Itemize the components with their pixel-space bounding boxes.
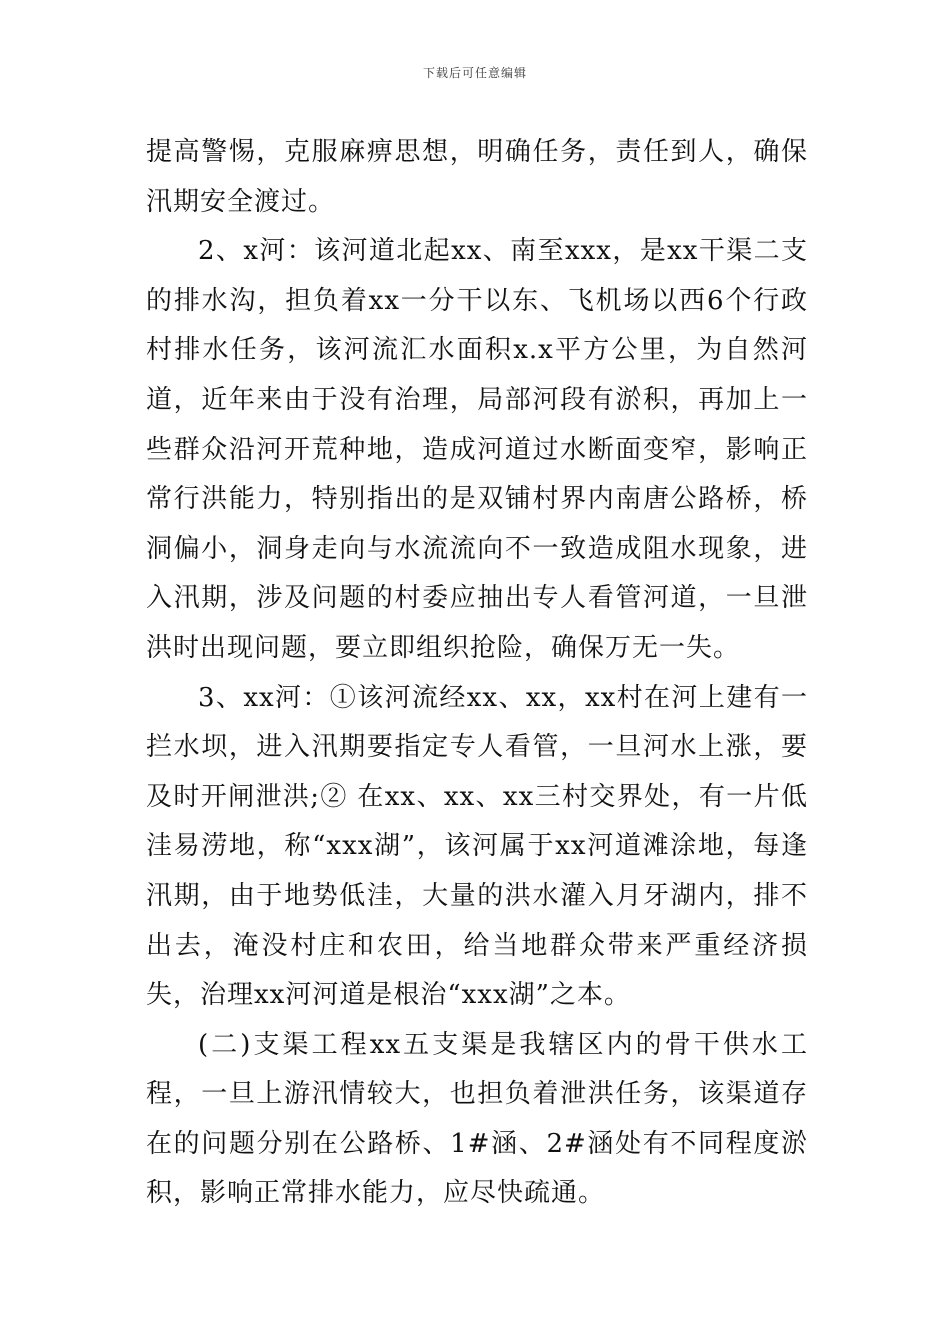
paragraph-branch-canal: (二)支渠工程xx五支渠是我辖区内的骨干供水工程，一旦上游汛情较大，也担负着泄洪任务，该渠道存在的问题分别在公路桥、1#涵、2#涵处有不同程度淤积，影响正常排水能力，应尽快疏通。 [146,1029,808,1209]
paragraph-x-river: 2、x河：该河道北起xx、南至xxx，是xx干渠二支的排水沟，担负着xx一分干以东、飞机场以西6个行政村排水任务，该河流汇水面积x.x平方公里，为自然河道，近年来由于没有治理，局部河段有淤积，再加上一些群众沿河开荒种地，造成河道过水断面变窄，影响正常行洪能力，特别指出的是双铺村界内南唐公路桥，桥洞偏小，洞身走向与水流流向不一致造成阻水现象，进入汛期，涉及问题的村委应抽出专人看管河道，一旦泄洪时出现问题，要立即组织抢险，确保万无一失。 [146,236,808,663]
paragraph-continuation: 提高警惕，克服麻痹思想，明确任务，责任到人，确保汛期安全渡过。 [146,137,808,217]
page-header-note: 下载后可任意编辑 [422,66,527,80]
paragraph-xx-river: 3、xx河：①该河流经xx、xx，xx村在河上建有一拦水坝，进入汛期要指定专人看管，一旦河水上涨，要及时开闸泄洪;② 在xx、xx、xx三村交界处，有一片低洼易涝地，称“xxx湖”，该河属于xx河道滩涂地，每逢汛期，由于地势低洼，大量的洪水灌入月牙湖内，排不出去，淹没村庄和农田，给当地群众带来严重经济损失，治理xx河河道是根治“xxx湖”之本。 [146,682,808,1011]
document-body [146,128,808,1219]
